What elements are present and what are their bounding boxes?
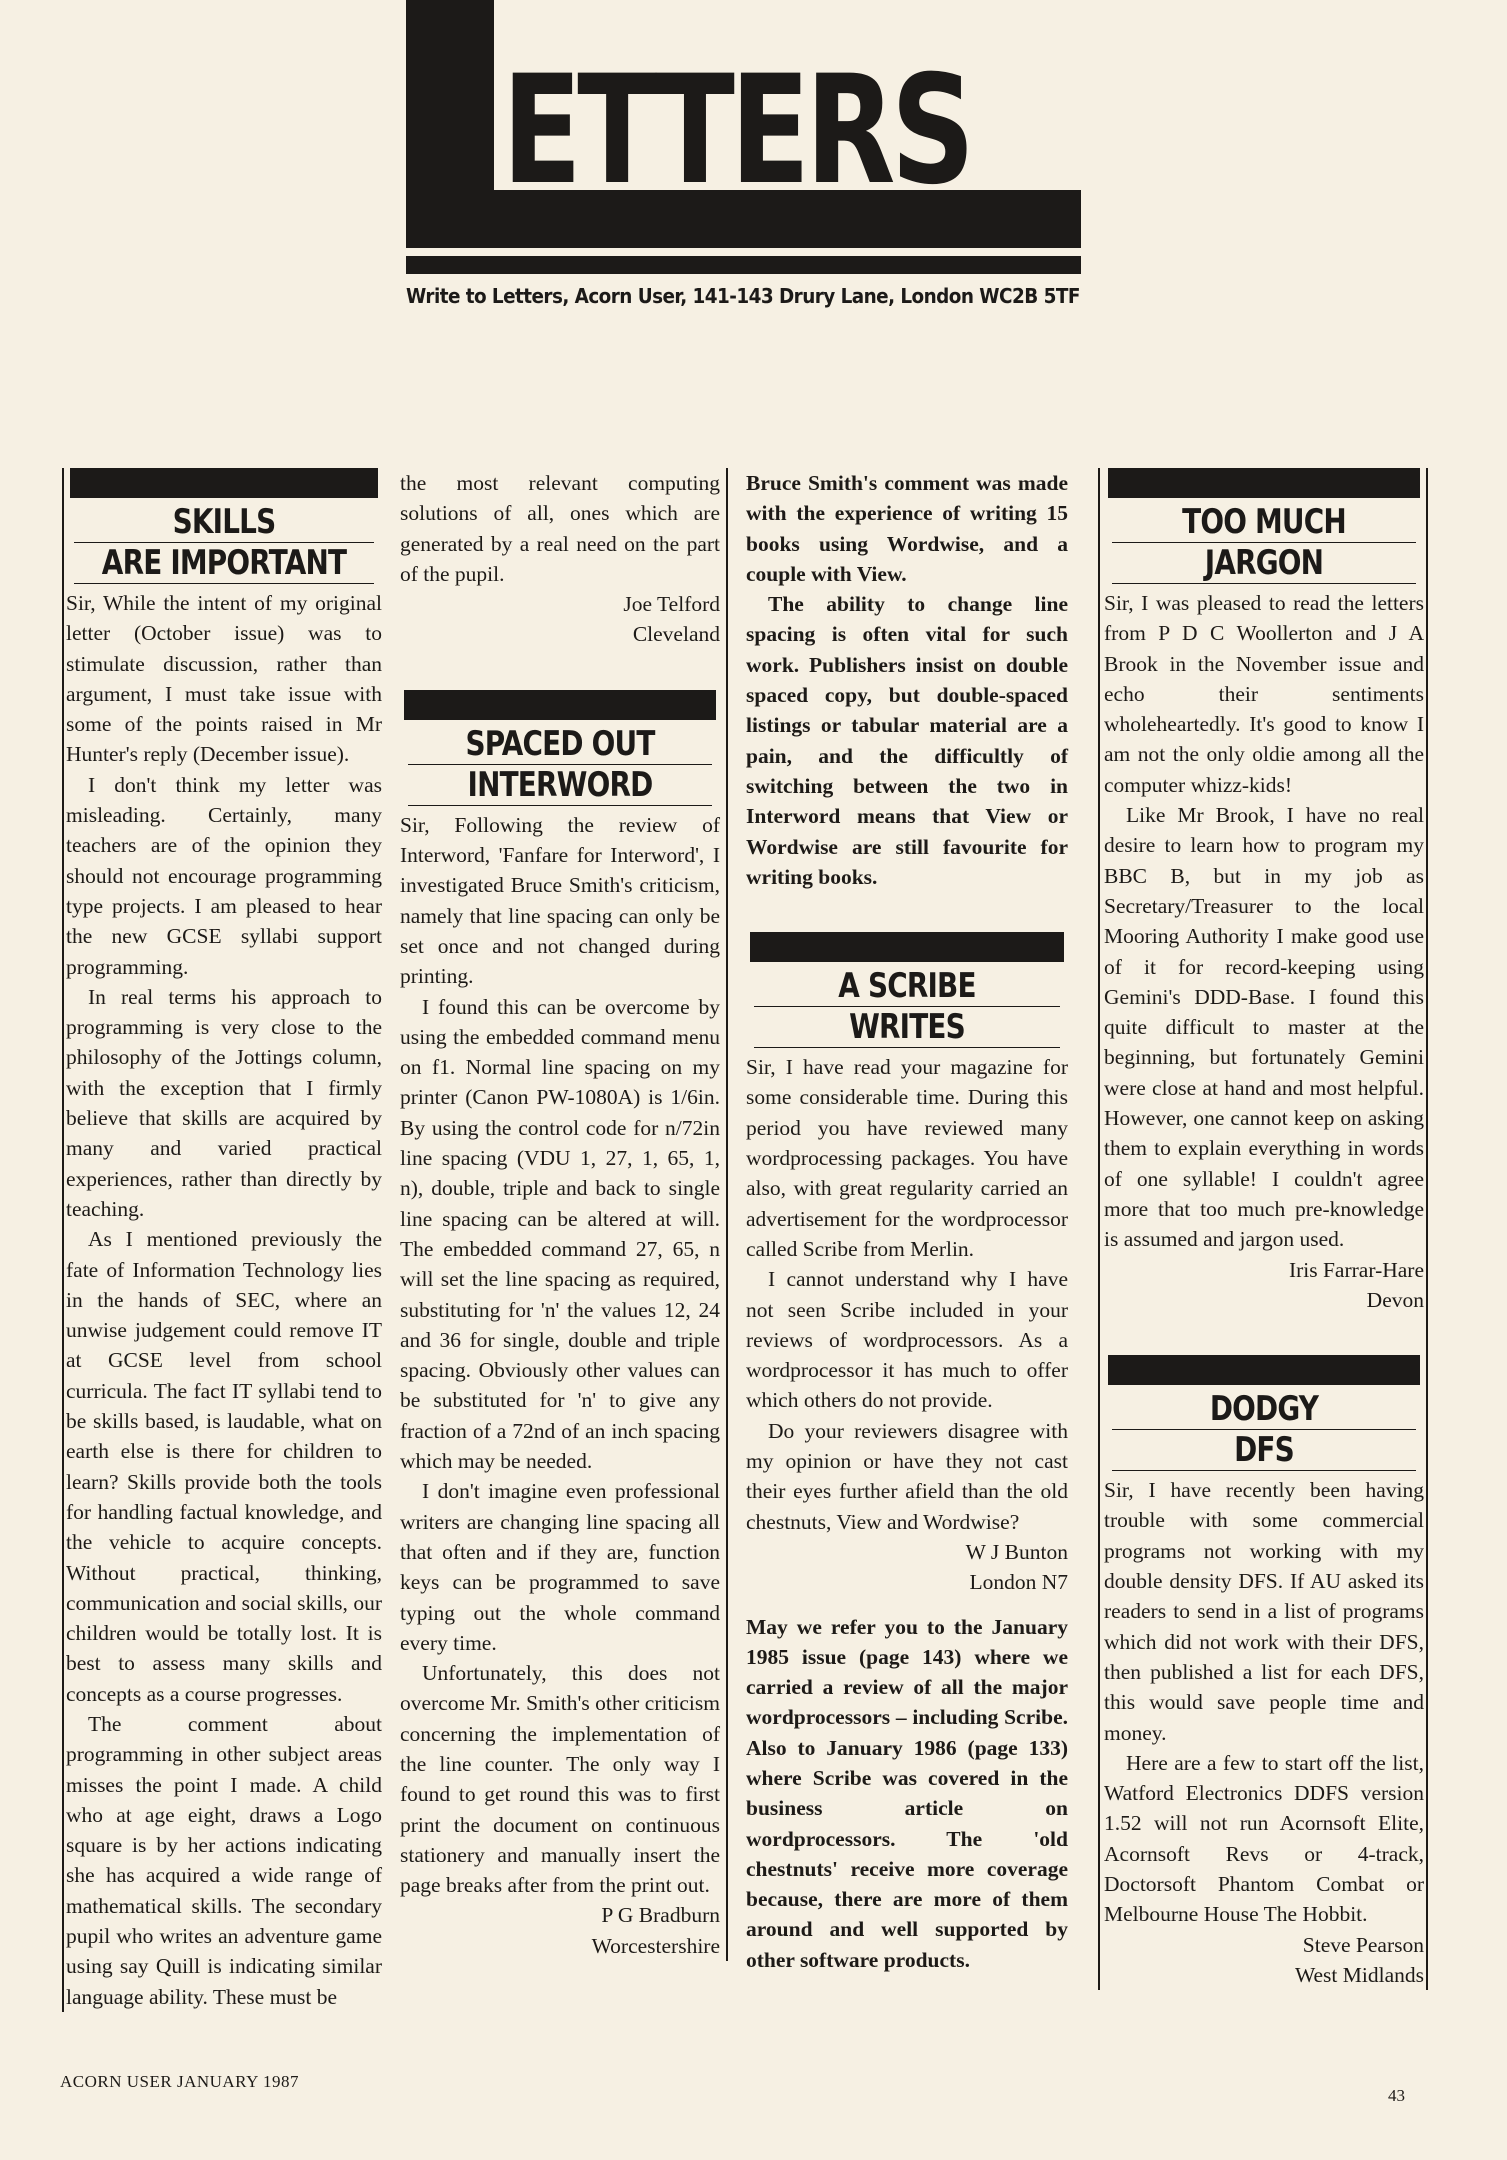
footer-publication: ACORN USER JANUARY 1987 — [60, 2072, 299, 2091]
masthead — [406, 0, 1086, 248]
paragraph: I cannot understand why I have not seen Scribe included in your reviews of wordprocessors. As a wordprocessor it has much to offer which others do not provide. — [746, 1267, 1068, 1413]
paragraph: I don't think my letter was misleading. Certainly, many teachers are of the opinion they should not encourage programming type projects. I am pleased to hear the new GCSE syllabi support programming. — [66, 772, 382, 979]
paragraph: Sir, Following the review of Interword, 'Fanfare for Interword', I investigated Bruce Smith's criticism, namely that line spacing can only be set once and not changed during printing. — [400, 812, 720, 989]
heading-line-1: SKILLS — [172, 502, 276, 542]
heading-line-1: SPACED OUT — [465, 723, 655, 764]
signature-place: London N7 — [969, 1570, 1068, 1595]
letter-heading-jargon — [1104, 468, 1424, 584]
paragraph: I don't imagine even professional writers are changing line spacing all that often and if they are, function keys can be programmed to save typing out the whole command every time. — [400, 1479, 720, 1655]
signature-name: P G Bradburn — [601, 1903, 720, 1928]
heading-bar — [404, 690, 716, 720]
heading-line-1: TOO MUCH — [1182, 502, 1346, 542]
heading-rule — [1112, 1470, 1416, 1471]
signature-place: West Midlands — [1294, 1962, 1424, 1987]
paragraph: Like Mr Brook, I have no real desire to learn how to program my BBC B, but in my job as Secretary/Treasurer to the local Mooring Authority I make good use of it for record-keeping using Gemini's DDD-Base. I found this quite difficult to master at the beginning, but fortunately Gemini were close at hand and most helpful. However, one cannot keep on asking them to explain everything in words of one syllable! I couldn't agree more that too much pre-knowledge is assumed and jargon used. — [1104, 803, 1424, 1252]
masthead-title-text: ETTERS — [502, 44, 971, 218]
paragraph: Sir, I have read your magazine for some considerable time. During this period you have reviewed many wordprocessing packages. You have also, with great regularity carried an advertisement for the wordprocessor called Scribe from Merlin. — [746, 1055, 1068, 1261]
paragraph-bold: Bruce Smith's comment was made with the experience of writing 15 books using Wordwise, and a couple with View. — [746, 471, 1068, 586]
paragraph-bold: The ability to change line spacing is often vital for such work. Publishers insist on double spaced copy, but double-spaced listings or tabular material are a pain, and the difficultly of switching between the two in Interword means that View or Wordwise are still favourite for writing books. — [746, 592, 1068, 889]
heading-line-2: INTERWORD — [467, 764, 653, 805]
heading-line-1: DODGY — [1209, 1389, 1319, 1430]
paragraph: I found this can be overcome by using the embedded command menu on f1. Normal line spacing on my printer (Canon PW-1080A) is 1/6in. By using the control code for n/72in line spacing (VDU 1, 27, 1, 65, 1, n), double, triple and back to single line spacing can be altered at will. The embedded command 27, 65, n will set the line spacing as required, substituting for 'n' the values 12, 24 and 36 for single, double and triple spacing. Obviously other values can be substituted for 'n' to give any fraction of a 72nd of an inch spacing which may be needed. — [400, 994, 720, 1474]
heading-bar — [1108, 468, 1420, 498]
heading-bar — [1108, 1355, 1420, 1385]
spacer — [746, 892, 1068, 932]
column-2 — [400, 468, 728, 1961]
letter-heading-dodgy-dfs — [1104, 1355, 1424, 1471]
heading-line-1: A SCRIBE — [838, 966, 976, 1007]
column-3 — [746, 468, 1068, 1975]
paragraph: Sir, I have recently been having trouble with some commercial programs not working with my double density DFS. If AU asked its readers to send in a list of programs which did not work with their DFS, then published a list for each DFS, this would save people time and money. — [1104, 1478, 1424, 1745]
spacer — [400, 650, 720, 690]
signature-name: Iris Farrar-Hare — [1288, 1257, 1424, 1282]
letter-heading-scribe — [746, 932, 1068, 1048]
heading-bar — [70, 468, 378, 498]
paragraph: Sir, While the intent of my original letter (October issue) was to stimulate discussion, rather than argument, I must take issue with some of the points raised in Mr Hunter's reply (December issue). — [66, 591, 382, 767]
masthead-title — [502, 44, 971, 218]
signature-name: Joe Telford — [623, 592, 720, 617]
heading-line-2: JARGON — [1204, 543, 1324, 583]
column-4 — [1098, 468, 1428, 1990]
masthead-rule — [406, 256, 1081, 274]
paragraph: Sir, I was pleased to read the letters from P D C Woollerton and J A Brook in the November issue and echo their sentiments wholeheartedly. It's good to know I am not the only oldie among all the computer whizz-kids! — [1104, 591, 1424, 797]
heading-line-2: DFS — [1234, 1430, 1294, 1471]
address-line: Write to Letters, Acorn User, 141-143 Drury Lane, London WC2B 5TF — [406, 284, 1080, 308]
heading-line-2: WRITES — [849, 1007, 965, 1048]
spacer — [1104, 1315, 1424, 1355]
heading-rule — [1112, 583, 1416, 584]
signature-place: Worcestershire — [591, 1933, 720, 1958]
heading-line-2: ARE IMPORTANT — [101, 543, 347, 583]
signature-place: Cleveland — [632, 622, 720, 647]
signature-place: Devon — [1366, 1287, 1424, 1312]
column-1 — [62, 468, 382, 2012]
heading-rule — [754, 1047, 1060, 1048]
heading-bar — [750, 932, 1064, 962]
paragraph-continued: the most relevant computing solutions of all, ones which are generated by a real need on the part of the pupil. — [400, 471, 720, 586]
signature-name: Steve Pearson — [1302, 1932, 1424, 1957]
letter-heading-spaced-out — [400, 690, 720, 806]
paragraph: Do your reviewers disagree with my opinion or have they not cast their eyes further afield than the old chestnuts, View and Wordwise? — [746, 1418, 1068, 1534]
heading-rule — [74, 583, 374, 584]
signature-name: W J Bunton — [965, 1539, 1068, 1564]
paragraph: In real terms his approach to programming is very close to the philosophy of the Jottings column, with the exception that I firmly believe that skills are acquired by many and varied practical experiences, rather than directly by teaching. — [66, 984, 382, 1221]
paragraph: As I mentioned previously the fate of Information Technology lies in the hands of SEC, where an unwise judgement could remove IT at GCSE level from school curricula. The fact IT syllabi tend to be skills based, is laudable, what on earth else is there for children to learn? Skills provide both the tools for handling factual knowledge, and the vehicle to acquire concepts. Without practical, thinking, communication and social skills, our children would be totally lost. It is best to assess many skills and concepts as a course progresses. — [66, 1227, 382, 1706]
heading-rule — [408, 805, 712, 806]
letter-heading-skills — [66, 468, 382, 584]
editor-note: May we refer you to the January 1985 issue (page 143) where we carried a review of all the major wordprocessors – including Scribe. Also to January 1986 (page 133) where Scribe was covered in the business article on wordprocessors. The 'old chestnuts' receive more coverage because, there are more of them around and well supported by other software products. — [746, 1614, 1068, 1972]
paragraph: Unfortunately, this does not overcome Mr. Smith's other criticism concerning the implementation of the line counter. The only way I found to get round this was to first print the document on continuous stationery and manually insert the page breaks after from the print out. — [400, 1661, 720, 1898]
paragraph: Here are a few to start off the list, Watford Electronics DDFS version 1.52 will not run Acornsoft Elite, Acornsoft Revs or 4-track, Doctorsoft Phantom Combat or Melbourne House The Hobbit. — [1104, 1750, 1424, 1927]
paragraph: The comment about programming in other subject areas misses the point I made. A child who at age eight, draws a Logo square is by her actions indicating she has acquired a wide range of mathematical skills. The secondary pupil who writes an adventure game using say Quill is indicating similar language ability. These must be — [66, 1711, 382, 2009]
page-number: 43 — [1388, 2086, 1405, 2105]
